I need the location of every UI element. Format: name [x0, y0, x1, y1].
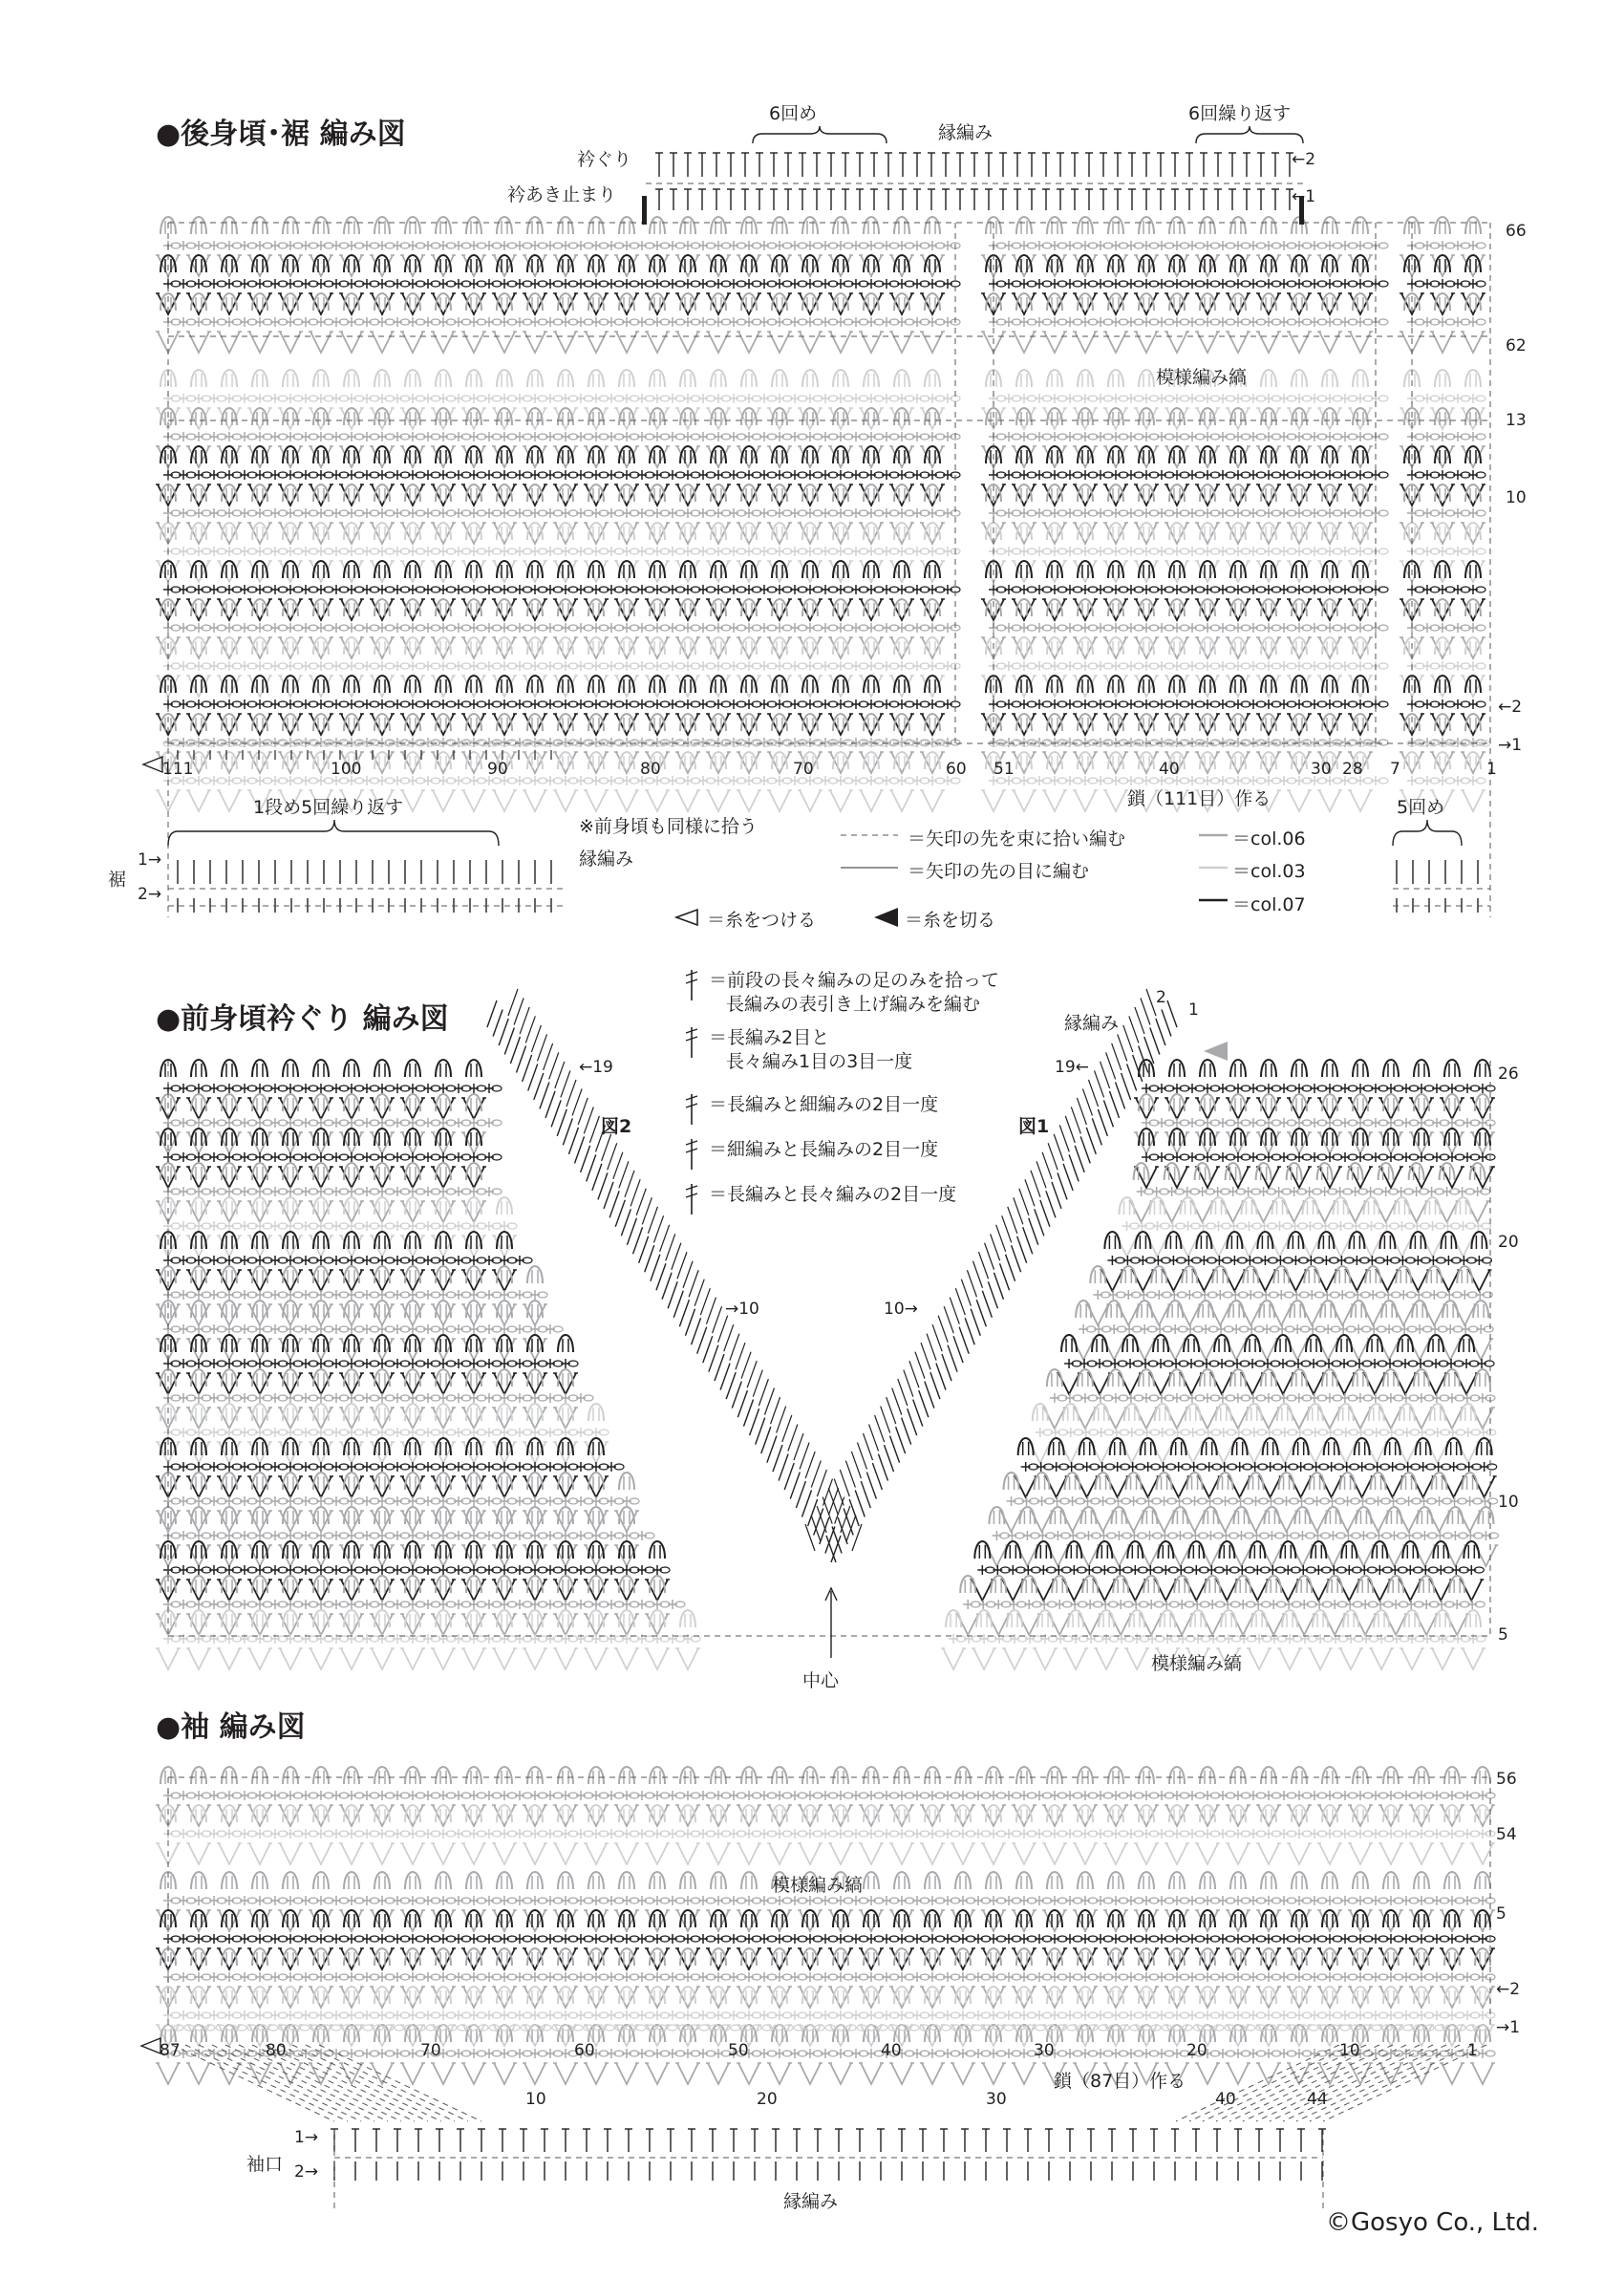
v-stitch — [1350, 332, 1371, 353]
v-stitch — [677, 332, 698, 353]
shell-arch — [588, 217, 604, 234]
v-stitch — [249, 332, 270, 353]
v-stitch — [830, 332, 851, 353]
v-stitch — [1014, 332, 1035, 353]
shell-arch — [1322, 217, 1337, 234]
shell-arch — [1016, 217, 1032, 234]
shell-arch — [466, 370, 481, 387]
shell-arch — [1353, 370, 1368, 387]
v-stitch — [1136, 332, 1157, 353]
v-stitch — [372, 332, 393, 353]
v-stitch — [1289, 332, 1310, 353]
shell-arch — [283, 370, 298, 387]
v-stitch — [1197, 332, 1218, 353]
shell-arch — [527, 217, 543, 234]
shell-arch — [925, 217, 940, 234]
shell-arch — [588, 370, 604, 387]
shell-arch — [1200, 217, 1215, 234]
shell-arch — [741, 370, 757, 387]
v-stitch — [188, 332, 209, 353]
v-stitch — [891, 332, 912, 353]
shell-arch — [680, 370, 695, 387]
v-stitch — [1105, 332, 1126, 353]
shell-arch — [650, 370, 665, 387]
v-stitch — [280, 332, 301, 353]
shell-arch — [405, 370, 420, 387]
shell-arch — [772, 370, 787, 387]
shell-arch — [1047, 217, 1062, 234]
v-stitch — [1044, 332, 1065, 353]
shell-arch — [1261, 217, 1276, 234]
shell-arch — [1108, 217, 1123, 234]
shell-arch — [680, 217, 695, 234]
shell-arch — [741, 217, 757, 234]
v-stitch — [1258, 332, 1279, 353]
shell-arch — [436, 217, 451, 234]
shell-arch — [222, 370, 237, 387]
shell-arch — [1465, 217, 1481, 234]
shell-arch — [650, 217, 665, 234]
shell-arch — [374, 217, 390, 234]
shell-arch — [191, 217, 206, 234]
shell-arch — [558, 370, 573, 387]
shell-arch — [1139, 370, 1154, 387]
v-stitch — [616, 332, 637, 353]
shell-arch — [833, 370, 848, 387]
shell-arch — [252, 217, 267, 234]
shell-arch — [864, 217, 879, 234]
v-stitch — [1166, 332, 1187, 353]
v-stitch — [1228, 332, 1249, 353]
shell-arch — [772, 217, 787, 234]
shell-arch — [1435, 217, 1450, 234]
shell-arch — [344, 217, 359, 234]
shell-arch — [466, 217, 481, 234]
shell-arch — [619, 217, 634, 234]
shell-arch — [558, 217, 573, 234]
v-stitch — [310, 332, 331, 353]
shell-arch — [1078, 217, 1093, 234]
shell-arch — [344, 370, 359, 387]
v-stitch — [586, 332, 607, 353]
v-stitch — [1075, 332, 1096, 353]
shell-arch — [313, 217, 329, 234]
shell-arch — [374, 370, 390, 387]
v-stitch — [861, 332, 882, 353]
v-stitch — [555, 332, 576, 353]
shell-arch — [313, 370, 329, 387]
shell-arch — [925, 370, 940, 387]
v-stitch — [769, 332, 790, 353]
shell-arch — [252, 370, 267, 387]
v-stitch — [402, 332, 423, 353]
shell-arch — [405, 217, 420, 234]
shell-arch — [802, 217, 818, 234]
shell-arch — [1230, 217, 1246, 234]
v-stitch — [738, 332, 759, 353]
v-stitch — [219, 332, 240, 353]
shell-arch — [222, 217, 237, 234]
shell-arch — [1139, 217, 1154, 234]
shell-arch — [894, 370, 909, 387]
shell-arch — [1078, 370, 1093, 387]
v-stitch — [708, 332, 729, 353]
v-stitch — [922, 332, 943, 353]
shell-arch — [436, 370, 451, 387]
shell-arch — [864, 370, 879, 387]
shell-arch — [497, 370, 512, 387]
v-stitch — [800, 332, 821, 353]
shell-arch — [283, 217, 298, 234]
shell-arch — [619, 370, 634, 387]
v-stitch — [524, 332, 545, 353]
v-stitch — [647, 332, 668, 353]
v-stitch — [341, 332, 362, 353]
shell-arch — [1292, 370, 1307, 387]
shell-arch — [833, 217, 848, 234]
v-stitch — [1319, 332, 1340, 353]
shell-arch — [711, 217, 726, 234]
shell-arch — [1047, 370, 1062, 387]
shell-arch — [802, 370, 818, 387]
shell-arch — [191, 370, 206, 387]
shell-arch — [711, 370, 726, 387]
shell-arch — [1353, 217, 1368, 234]
v-stitch — [463, 332, 484, 353]
v-stitch — [433, 332, 454, 353]
shell-arch — [1261, 370, 1276, 387]
shell-arch — [894, 217, 909, 234]
v-stitch — [1432, 332, 1453, 353]
shell-arch — [1016, 370, 1032, 387]
shell-arch — [1108, 370, 1123, 387]
shell-arch — [527, 370, 543, 387]
shell-arch — [1465, 370, 1481, 387]
shell-arch — [1322, 370, 1337, 387]
shell-arch — [1169, 217, 1185, 234]
shell-arch — [497, 217, 512, 234]
shell-arch — [1435, 370, 1450, 387]
v-stitch — [494, 332, 515, 353]
v-stitch — [1463, 332, 1484, 353]
